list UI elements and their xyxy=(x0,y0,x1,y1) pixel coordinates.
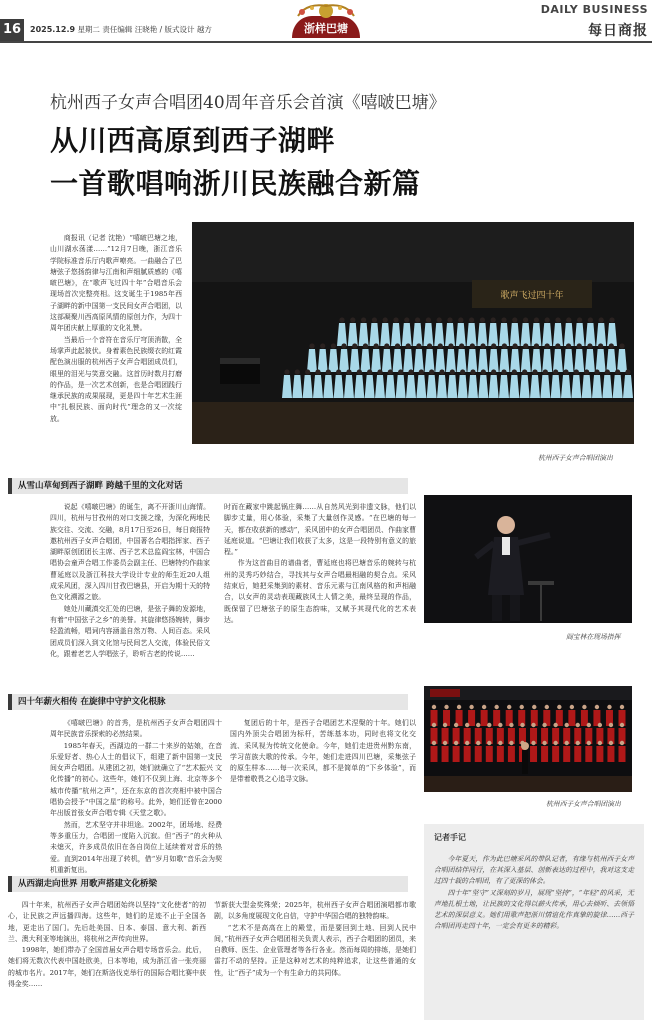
page-header xyxy=(0,0,652,44)
header-meta xyxy=(30,24,212,35)
header-rule xyxy=(0,41,652,43)
body-paragraph: 1985年春天，西湖边的一群二十来岁的姑娘，在音乐爱好者、热心人士的倡议下，组建了新中国第一支民间女声合唱团。从建团之初，她们就确立了“艺术振兴 文化传播”的初心。这些年，她们不仅到上海、北京等多个城市传播“杭州之声”，还在东京的首次亮相中被中国合唱协会授予“中国之星”的称号。此外，她们还曾在2000年出版首张女声合唱专辑《天堂之歌》。 xyxy=(50,741,222,818)
lead-paragraph: 当最后一个音符在音乐厅穹顶消散，全场掌声此起彼伏。身着素色民族缀衣的红霞配色演出服的杭州西子女声合唱团成员们，眼里的泪光与笑意交融。这首历时数月打磨的作品，是一次艺术创新，也是合唱团践行继承民族的成果展现，更是四十年艺术生涯中“扎根民族、面向时代”理念的又一次绽放。 xyxy=(50,335,182,423)
column-logo xyxy=(288,2,364,40)
body-paragraph: 她处川藏滇交汇处的巴塘，是弦子舞的发源地，有着“中国弦子之乡”的美誉。其旋律悠扬婉转，舞步轻盈流畅，唱词内容涵盖自然万物、人间百态。采风团成员们深入到文化馆与民间艺人交流，体验民俗文化，跟着老艺人学唱弦子，聆听古老的传说…… xyxy=(50,604,210,658)
body-paragraph: 四十年来，杭州西子女声合唱团始终以坚持“文化使者”的初心，让民族之声远播四海。这些年，她们的足迹不止于全国各地，更走出了国门。先后赴美国、日本、泰国、意大利、新西兰、澳大利亚等地演出，将杭州之声传向世界。 xyxy=(8,901,206,943)
note-title: 记者手记 xyxy=(434,833,466,842)
photo-caption: 杭州西子女声合唱团演出 xyxy=(538,454,613,462)
concert-stage-photo xyxy=(192,222,634,444)
section1-text-left xyxy=(50,502,210,720)
body-paragraph: 时而在藏家中跳起锅庄舞……从自然风光到非遗文脉，他们以脚步丈量，用心体验，采集了大量创作灵感。“在巴塘的每一天，都在收获新的感动”，采风团中的女声合唱团员、作曲家曹延庭说道。“巴塘让我们收获了太多，这是一段特别有意义的旅程。” xyxy=(224,503,416,557)
body-paragraph: 节新获大型金奖殊荣；2025年，杭州西子女声合唱团演唱都市歌剧，以多角度展现文化自信，守护中华国合唱的独特韵味。 xyxy=(214,901,416,921)
photo-caption: 阎宝林在现场指挥 xyxy=(566,633,621,641)
note-paragraph: 四十年“坚守”又深刻的岁月，展现“坚持”，“年轻”的风采，无声地扎根土地，让民族的文化得以薪火传承，用心去倾听、去领悟艺术的深层意义。她们用歌声把浙川情谊化作真挚的旋律……西子合唱团再走四十年，一定会有更多的精彩。 xyxy=(434,888,634,931)
stage-banner: 歌声飞过四十年 xyxy=(500,291,564,301)
section3-text-right xyxy=(214,900,416,1020)
body-paragraph: 1998年，她们带办了全国首届女声合唱专场音乐会。此后，她们将无数次代表中国赴欧美，日本等地，成为浙江省一张亮丽的城市名片。2017年，她们在斯洛伐克举行的国际合唱比赛中获得金奖…… xyxy=(8,946,206,989)
section-heading: 从雪山草甸到西子湖畔 跨越千里的文化对话 xyxy=(8,478,408,494)
note-paragraph: 今年夏天，作为此巴塘采风的带队记者，有缘与杭州西子女声合唱团结伴同行，在其深入基层、创新表达的过程中，我对这支走过四十载的合唱团，有了更深的体会。 xyxy=(434,855,634,886)
body-paragraph: “艺术不是高高在上的殿堂，而是要回到土地、回到人民中间，”杭州西子女声合唱团相关负责人表示，西子合唱团的团员，来自教师、医生、企业管理者等各行各业。然而每周的排练，是她们雷打不动的坚持。正是这种对艺术的纯粹追求，让这些普通的女性，让“西子”成为一个有生命力的共同体。 xyxy=(214,923,416,977)
section-name-cn: 每日商报 xyxy=(588,23,648,39)
section3-text-left xyxy=(8,900,206,1020)
headline-line-1: 从川西高原到西子湖畔 xyxy=(50,124,336,157)
section-heading: 从西湖走向世界 用歌声搭建文化桥梁 xyxy=(8,876,408,892)
section-name-en: DAILY BUSINESS xyxy=(540,3,648,16)
section1-text-right xyxy=(224,502,416,720)
body-paragraph: 说起《嘻啵巴塘》的诞生，离不开浙川山海情。四川，杭州与甘孜州的对口支援之缘，为深化两地民族交往、交流、交融，8月17日至26日，每日商报特邀杭州西子女声合唱团，中国著名合唱指挥家、西子湖畔原创团团长主席、西子艺术总监阎宝林，中国合唱协会童声合唱工作委员会副主任、巴塘特约作曲家曹延庭以及浙江科技大学设计专业的师生近20人组成采风团，深入四川甘孜巴塘县，开启为期十天的特色文化溯源之旅。 xyxy=(50,503,210,602)
section2-text-right xyxy=(230,718,416,862)
body-paragraph: 然而，艺术坚守并非坦途。2002年，团场地、经费等多重压力，合唱团一度陷入沉寂。但“西子”的火种从未熄灭，许多成员依旧在各自岗位上延续着对音乐的热爱。直到2014年出现了转机，借“岁月如歌”音乐会为契机重新复出。 xyxy=(50,820,222,874)
section2-text-left xyxy=(50,718,222,874)
issue-date: 2025.12.9 xyxy=(30,25,76,34)
logo-text: 浙样巴塘 xyxy=(304,22,348,35)
page-number: 16 xyxy=(0,19,24,41)
section-heading: 四十年薪火相传 在旋律中守护文化根脉 xyxy=(8,694,408,710)
body-paragraph: 《嘻啵巴塘》的首秀，是杭州西子女声合唱团四十周年民族音乐探索的必然结果。 xyxy=(50,719,222,739)
note-body xyxy=(434,854,634,932)
headline-kicker: 杭州西子女声合唱团40周年音乐会首演《嘻啵巴塘》 xyxy=(50,93,446,113)
body-paragraph: 复团后的十年，是西子合唱团艺术涅槃的十年。她们以国内外顶尖合唱团为标杆，苦练基本功，同时也将文化交流、采风视为传统文化使命。今年，她们走进贵州黔东南，学习苗族大歌的传承。今年，她们走进四川巴塘，采集弦子的原生样本……每一次采风，都不是简单的“下乡体验”，而是带着敬畏之心追寻文脉。 xyxy=(230,719,416,784)
choir-performance-photo xyxy=(424,686,632,792)
issue-weekday: 星期二 xyxy=(77,25,100,34)
editor-credit: 责任编辑 汪晓艳 / 版式设计 越方 xyxy=(102,25,212,34)
headline-line-2: 一首歌唱响浙川民族融合新篇 xyxy=(50,167,421,200)
reporter-note-box xyxy=(424,824,644,1020)
lead-text xyxy=(50,233,182,475)
body-paragraph: 作为这首曲目的谱曲者，曹延庭也将巴塘音乐的婉转与杭州的灵秀巧妙结合，寻找其与女声合唱最相融的契合点。采风结束后，她把采集到的素材、音乐元素与江南风格的和声相融合，以女声的灵动表现藏族风土人情之美，最终呈现的作品，既保留了巴塘弦子的原生态韵味，又赋予其现代化的艺术表达。 xyxy=(224,559,416,624)
photo-caption: 杭州西子女声合唱团演出 xyxy=(546,800,621,808)
lead-paragraph: 商报讯（记者 沈艳）“嘻啵巴塘之地，山川湖水荡漾……”12月7日晚，浙江音乐学院标准音乐厅内歌声嘹亮。一曲融合了巴塘弦子悠扬韵律与江南和声细腻质感的《嘻啵巴塘》，在“歌声飞过四十年”合唱音乐会现场首次完整亮相。这支诞生于1985年西子湖畔的新中国第一支民间女声合唱团，以这部凝聚川西高原风情的原创力作，为四十周年团庆献上厚重的文化礼赞。 xyxy=(50,234,182,333)
conductor-photo xyxy=(424,495,632,623)
